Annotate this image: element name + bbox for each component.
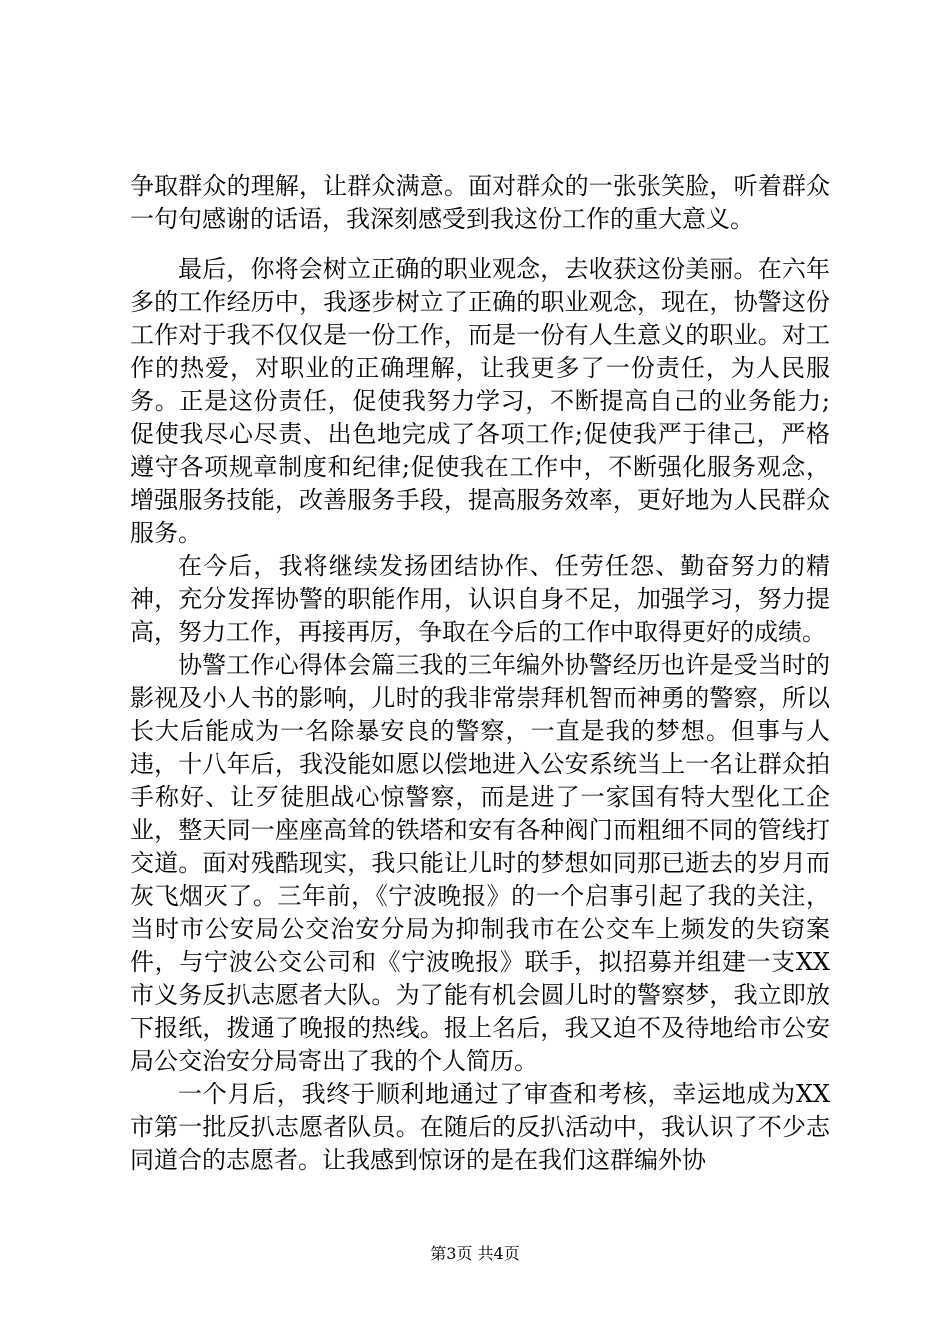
paragraph-2: 最后，你将会树立正确的职业观念，去收获这份美丽。在六年多的工作经历中，我逐步树立了正确的职业观念，现在，协警这份工作对于我不仅仅是一份工作，而是一份有人生意义的职业。对工作的热爱，对职业的正确理解，让我更多了一份责任，为人民服务。正是这份责任，促使我努力学习，不断提高自己的业务能力;促使我尽心尽责、出色地完成了各项工作;促使我严于律己，严格遵守各项规章制度和纪律;促使我在工作中，不断强化服务观念，增强服务技能，改善服务手段，提高服务效率，更好地为人民群众服务。 <box>130 255 830 547</box>
document-body <box>130 170 830 1177</box>
paragraph-4: 协警工作心得体会篇三我的三年编外协警经历也许是受当时的影视及小人书的影响，儿时的我非常崇拜机智而神勇的警察，所以长大后能成为一名除暴安良的警察，一直是我的梦想。但事与人违，十八年后，我没能如愿以偿地进入公安系统当上一名让群众拍手称好、让歹徒胆战心惊警察，而是进了一家国有特大型化工企业，整天同一座座高耸的铁塔和安有各种阀门而粗细不同的管线打交道。面对残酷现实，我只能让儿时的梦想如同那已逝去的岁月而灰飞烟灭了。三年前，《宁波晚报》的一个启事引起了我的关注，当时市公安局公交治安分局为抑制我市在公交车上频发的失窃案件，与宁波公交公司和《宁波晚报》联手，拟招募并组建一支XX市义务反扒志愿者大队。为了能有机会圆儿时的警察梦，我立即放下报纸，拨通了晚报的热线。报上名后，我又迫不及待地给市公安局公交治安分局寄出了我的个人简历。 <box>130 651 830 1075</box>
paragraph-3: 在今后，我将继续发扬团结协作、任劳任怨、勤奋努力的精神，充分发挥协警的职能作用，认识自身不足，加强学习，努力提高，努力工作，再接再厉，争取在今后的工作中取得更好的成绩。 <box>130 552 830 646</box>
paragraph-5: 一个月后，我终于顺利地通过了审查和考核，幸运地成为XX市第一批反扒志愿者队员。在随后的反扒活动中，我认识了不少志同道合的志愿者。让我感到惊讶的是在我们这群编外协 <box>130 1080 830 1174</box>
page-number-footer: 第3页 共4页 <box>430 1244 520 1263</box>
paragraph-1: 争取群众的理解，让群众满意。面对群众的一张张笑脸，听着群众一句句感谢的话语，我深刻感受到我这份工作的重大意义。 <box>130 172 830 233</box>
